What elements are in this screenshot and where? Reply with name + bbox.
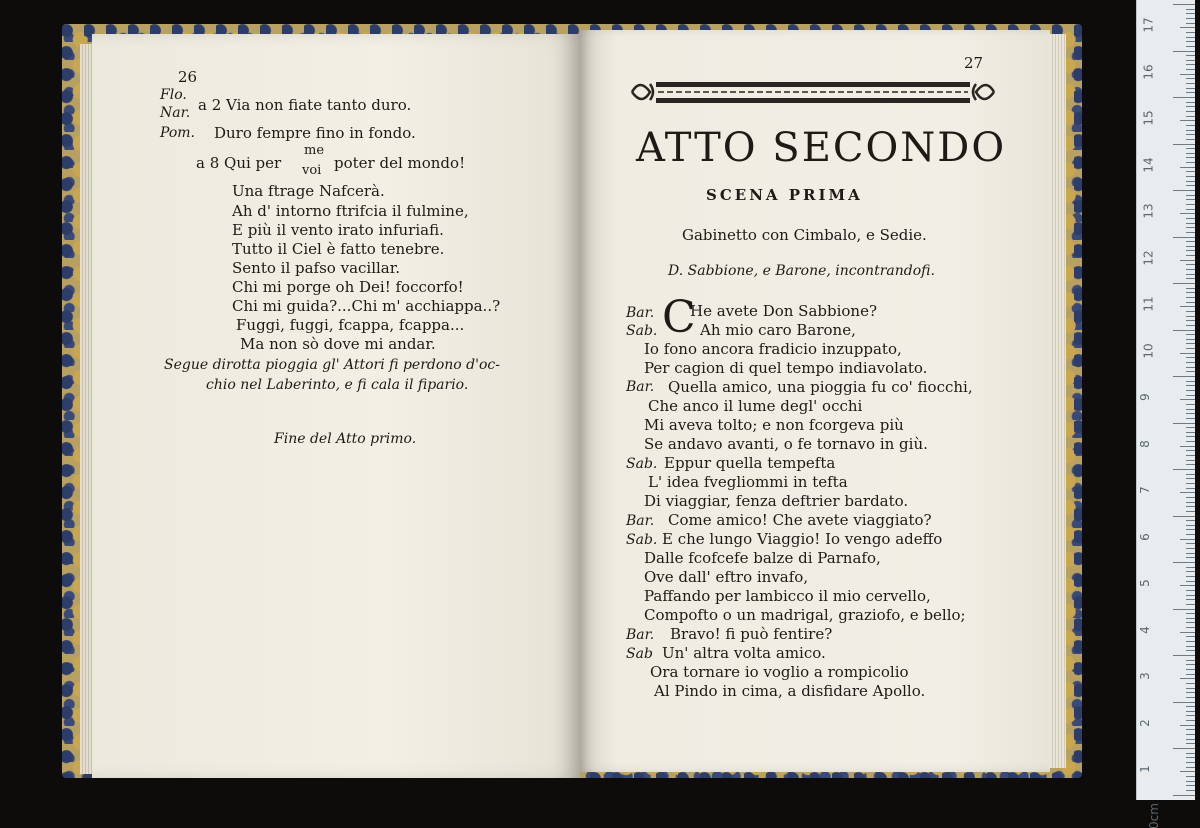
ruler-tick bbox=[1180, 678, 1195, 679]
ruler-tick bbox=[1186, 390, 1195, 391]
ruler-tick bbox=[1186, 790, 1195, 791]
ruler-tick bbox=[1180, 353, 1195, 354]
ruler-tick bbox=[1180, 492, 1195, 493]
speaker-label: Sab. bbox=[626, 323, 658, 339]
ruler-tick bbox=[1180, 585, 1195, 586]
ruler-tick bbox=[1180, 632, 1195, 633]
ruler-tick bbox=[1180, 27, 1195, 28]
ruler-tick bbox=[1186, 450, 1195, 451]
ruler-tick bbox=[1173, 190, 1195, 191]
ruler-tick bbox=[1173, 423, 1195, 424]
ruler-tick bbox=[1186, 441, 1195, 442]
ruler-tick bbox=[1186, 195, 1195, 196]
ruler-tick bbox=[1186, 316, 1195, 317]
ruler-tick bbox=[1173, 655, 1195, 656]
ruler-tick bbox=[1186, 464, 1195, 465]
ruler-tick bbox=[1173, 469, 1195, 470]
stacked-word-bottom: voi bbox=[302, 163, 322, 178]
verse-line: Come amico! Che avete viaggiato? bbox=[668, 511, 932, 529]
ruler-tick bbox=[1180, 260, 1195, 261]
ruler-tick bbox=[1180, 167, 1195, 168]
ruler-tick bbox=[1186, 506, 1195, 507]
speaker-label: Bar. bbox=[626, 379, 655, 395]
ruler-tick bbox=[1186, 567, 1195, 568]
ruler-tick bbox=[1186, 525, 1195, 526]
ruler-tick bbox=[1186, 116, 1195, 117]
ruler-tick bbox=[1186, 413, 1195, 414]
verse-line: Quella amico, una pioggia fu co' fiocchi, bbox=[668, 378, 973, 396]
ruler-tick bbox=[1186, 343, 1195, 344]
ruler-tick bbox=[1186, 529, 1195, 530]
ruler-tick bbox=[1186, 753, 1195, 754]
verse-line: Ah d' intorno ftrifcia il fulmine, bbox=[232, 202, 469, 220]
ruler-tick bbox=[1186, 339, 1195, 340]
ruler-tick bbox=[1186, 743, 1195, 744]
ruler-label: 17 bbox=[1141, 17, 1156, 33]
ruler-label: 0cm bbox=[1146, 802, 1161, 828]
ruler-tick bbox=[1173, 748, 1195, 749]
ruler-tick bbox=[1186, 599, 1195, 600]
verse-line: L' idea fvegliommi in tefta bbox=[648, 473, 848, 491]
ruler-label: 8 bbox=[1137, 439, 1152, 448]
ruler-tick bbox=[1173, 516, 1195, 517]
ruler-tick bbox=[1186, 706, 1195, 707]
ruler-tick bbox=[1186, 232, 1195, 233]
verse-line: Chi mi guida?...Chi m' acchiappa..? bbox=[232, 297, 501, 315]
ruler-tick bbox=[1186, 720, 1195, 721]
ruler-tick bbox=[1186, 381, 1195, 382]
ruler-tick bbox=[1186, 474, 1195, 475]
verse-line: poter del mondo! bbox=[334, 154, 466, 172]
ruler-tick bbox=[1186, 297, 1195, 298]
ruler-tick bbox=[1186, 362, 1195, 363]
verse-line: Ove dall' eftro invafo, bbox=[644, 568, 809, 586]
ruler-tick bbox=[1186, 367, 1195, 368]
ruler-tick bbox=[1186, 134, 1195, 135]
verse-line: E che lungo Viaggio! Io vengo adeffo bbox=[662, 530, 943, 548]
ruler-tick bbox=[1186, 553, 1195, 554]
ruler-tick bbox=[1186, 483, 1195, 484]
verse-line: Una ftrage Nafcerà. bbox=[232, 182, 385, 200]
ruler-tick bbox=[1186, 455, 1195, 456]
ruler-tick bbox=[1186, 37, 1195, 38]
ruler-tick bbox=[1186, 13, 1195, 14]
ruler-tick bbox=[1186, 571, 1195, 572]
ruler-tick bbox=[1186, 92, 1195, 93]
ruler-tick bbox=[1180, 539, 1195, 540]
ruler-tick bbox=[1186, 55, 1195, 56]
ruler-tick bbox=[1173, 237, 1195, 238]
ruler-tick bbox=[1186, 69, 1195, 70]
ruler-tick bbox=[1173, 562, 1195, 563]
ruler-tick bbox=[1186, 18, 1195, 19]
ruler-tick bbox=[1180, 446, 1195, 447]
ruler-tick bbox=[1186, 502, 1195, 503]
verse-line: Se andavo avanti, o fe tornavo in giù. bbox=[644, 435, 928, 453]
verse-line: Ma non sò dove mi andar. bbox=[240, 335, 436, 353]
ornamental-border bbox=[628, 76, 998, 110]
ruler-tick bbox=[1180, 120, 1195, 121]
ruler-label: 13 bbox=[1141, 203, 1156, 219]
ruler-label: 14 bbox=[1141, 156, 1156, 173]
ruler-tick bbox=[1186, 88, 1195, 89]
ruler-tick bbox=[1186, 436, 1195, 437]
scene-characters: D. Sabbione, e Barone, incontrandofi. bbox=[668, 263, 935, 279]
verse-line: Al Pindo in cima, a disfidare Apollo. bbox=[654, 682, 926, 700]
ruler-tick bbox=[1173, 330, 1195, 331]
left-page-number: 26 bbox=[178, 68, 198, 86]
speaker-label: Flo. bbox=[160, 87, 187, 103]
ruler-tick bbox=[1186, 641, 1195, 642]
ruler-tick bbox=[1186, 734, 1195, 735]
verse-line: Eppur quella tempefta bbox=[664, 454, 836, 472]
ruler-tick bbox=[1173, 609, 1195, 610]
ruler-tick bbox=[1186, 60, 1195, 61]
measuring-ruler bbox=[1136, 0, 1195, 828]
left-page-edges bbox=[80, 44, 92, 774]
ruler-tick bbox=[1180, 74, 1195, 75]
ruler-tick bbox=[1186, 320, 1195, 321]
stacked-word-top: me bbox=[304, 143, 325, 158]
ruler-tick bbox=[1186, 269, 1195, 270]
ruler-tick bbox=[1180, 725, 1195, 726]
verse-line: Paffando per lambicco il mio cervello, bbox=[644, 587, 931, 605]
drop-cap: C bbox=[662, 292, 696, 343]
ruler-tick bbox=[1186, 204, 1195, 205]
verse-line: a 2 Via non fiate tanto duro. bbox=[198, 96, 412, 114]
right-page-number: 27 bbox=[964, 54, 984, 72]
ruler-tick bbox=[1186, 543, 1195, 544]
ruler-tick bbox=[1173, 283, 1195, 284]
ruler-tick bbox=[1186, 418, 1195, 419]
ruler-tick bbox=[1186, 636, 1195, 637]
ruler-tick bbox=[1186, 404, 1195, 405]
ruler-tick bbox=[1186, 622, 1195, 623]
ruler-tick bbox=[1186, 697, 1195, 698]
ruler-tick bbox=[1186, 292, 1195, 293]
ruler-tick bbox=[1186, 776, 1195, 777]
ruler-tick bbox=[1186, 762, 1195, 763]
stage-direction: chio nel Laberinto, e fi cala il fipario. bbox=[206, 377, 469, 393]
ruler-tick bbox=[1186, 255, 1195, 256]
ruler-tick bbox=[1186, 227, 1195, 228]
ruler-tick bbox=[1173, 795, 1195, 796]
ruler-tick bbox=[1186, 162, 1195, 163]
ruler-tick bbox=[1186, 767, 1195, 768]
verse-line: Chi mi porge oh Dei! foccorfo! bbox=[232, 278, 464, 296]
right-page-edges bbox=[1050, 34, 1066, 768]
ruler-tick bbox=[1186, 660, 1195, 661]
ruler-tick bbox=[1186, 460, 1195, 461]
verse-line: Di viaggiar, fenza deftrier bardato. bbox=[644, 492, 909, 510]
ruler-label: 4 bbox=[1137, 625, 1152, 634]
speaker-label: Sab. bbox=[626, 532, 658, 548]
ruler-tick bbox=[1186, 9, 1195, 10]
ruler-tick bbox=[1186, 534, 1195, 535]
ruler-tick bbox=[1186, 395, 1195, 396]
ruler-tick bbox=[1173, 144, 1195, 145]
ruler-tick bbox=[1186, 278, 1195, 279]
ruler-tick bbox=[1186, 650, 1195, 651]
ruler-tick bbox=[1186, 427, 1195, 428]
ruler-tick bbox=[1186, 511, 1195, 512]
verse-line: Ah mio caro Barone, bbox=[700, 321, 856, 339]
ruler-tick bbox=[1186, 125, 1195, 126]
act-end-note: Fine del Atto primo. bbox=[274, 431, 417, 447]
ruler-label: 2 bbox=[1137, 718, 1152, 727]
speaker-label: Pom. bbox=[160, 125, 196, 141]
ruler-tick bbox=[1186, 488, 1195, 489]
ruler-tick bbox=[1173, 4, 1195, 5]
verse-line: Io fono ancora fradicio inzuppato, bbox=[644, 340, 902, 358]
ruler-label: 1 bbox=[1137, 765, 1152, 773]
ruler-tick bbox=[1186, 274, 1195, 275]
ruler-tick bbox=[1186, 325, 1195, 326]
ruler-tick bbox=[1186, 199, 1195, 200]
ruler-tick bbox=[1186, 106, 1195, 107]
ruler-label: 12 bbox=[1141, 249, 1156, 266]
ruler-tick bbox=[1186, 23, 1195, 24]
ruler-tick bbox=[1186, 757, 1195, 758]
ruler-tick bbox=[1186, 209, 1195, 210]
ruler-tick bbox=[1186, 334, 1195, 335]
ruler-tick bbox=[1186, 692, 1195, 693]
ruler-tick bbox=[1186, 729, 1195, 730]
scene-heading: SCENA PRIMA bbox=[706, 186, 863, 204]
ruler-tick bbox=[1186, 246, 1195, 247]
ruler-tick bbox=[1186, 604, 1195, 605]
ruler-tick bbox=[1186, 148, 1195, 149]
ruler-tick bbox=[1186, 497, 1195, 498]
ruler-tick bbox=[1186, 78, 1195, 79]
verse-line: Per cagion di quel tempo indiavolato. bbox=[644, 359, 928, 377]
ruler-label: 10 bbox=[1141, 342, 1156, 359]
ruler-tick bbox=[1186, 102, 1195, 103]
ruler-label: 11 bbox=[1141, 296, 1156, 312]
ruler-tick bbox=[1186, 785, 1195, 786]
speaker-label: Bar. bbox=[626, 305, 655, 321]
verse-line: a 8 Qui per bbox=[196, 154, 282, 172]
ruler-tick bbox=[1186, 153, 1195, 154]
ruler-tick bbox=[1186, 185, 1195, 186]
ruler-tick bbox=[1186, 646, 1195, 647]
ruler-tick bbox=[1186, 557, 1195, 558]
ruler-label: 15 bbox=[1141, 110, 1156, 126]
ruler-tick bbox=[1186, 618, 1195, 619]
ruler-tick bbox=[1173, 51, 1195, 52]
ruler-tick bbox=[1186, 176, 1195, 177]
ruler-label: 5 bbox=[1137, 579, 1152, 587]
speaker-label: Sab. bbox=[626, 456, 658, 472]
verse-line: Tutto il Ciel è fatto tenebre. bbox=[232, 240, 445, 258]
ruler-tick bbox=[1186, 590, 1195, 591]
ruler-label: 16 bbox=[1141, 63, 1156, 80]
ruler-tick bbox=[1186, 478, 1195, 479]
ruler-tick bbox=[1186, 715, 1195, 716]
ruler-tick bbox=[1186, 409, 1195, 410]
ruler-tick bbox=[1186, 41, 1195, 42]
ruler-tick bbox=[1180, 306, 1195, 307]
verse-line: Compofto o un madrigal, graziofo, e bello; bbox=[644, 606, 966, 624]
ruler-tick bbox=[1180, 771, 1195, 772]
verse-line: Sento il pafso vacillar. bbox=[232, 259, 401, 277]
verse-line: Duro fempre fino in fondo. bbox=[214, 124, 416, 142]
ruler-tick bbox=[1186, 311, 1195, 312]
verse-line: He avete Don Sabbione? bbox=[690, 302, 878, 320]
ruler-tick bbox=[1186, 664, 1195, 665]
ruler-tick bbox=[1186, 385, 1195, 386]
ruler-tick bbox=[1186, 171, 1195, 172]
ruler-tick bbox=[1186, 302, 1195, 303]
ruler-tick bbox=[1173, 376, 1195, 377]
ruler-tick bbox=[1186, 581, 1195, 582]
ruler-tick bbox=[1180, 213, 1195, 214]
ruler-tick bbox=[1173, 97, 1195, 98]
ruler-tick bbox=[1186, 548, 1195, 549]
ruler-label: 6 bbox=[1137, 532, 1152, 541]
ruler-tick bbox=[1186, 83, 1195, 84]
verse-line: Ora tornare io voglio a rompicolio bbox=[650, 663, 909, 681]
stage-direction: Segue dirotta pioggia gl' Attori fi perdono d'oc- bbox=[164, 357, 500, 373]
ruler-tick bbox=[1186, 250, 1195, 251]
ruler-tick bbox=[1186, 130, 1195, 131]
ruler-tick bbox=[1186, 64, 1195, 65]
left-page bbox=[92, 34, 580, 778]
ruler-tick bbox=[1186, 711, 1195, 712]
ruler-tick bbox=[1186, 674, 1195, 675]
speaker-label: Bar. bbox=[626, 627, 655, 643]
ruler-tick bbox=[1186, 111, 1195, 112]
ruler-tick bbox=[1186, 576, 1195, 577]
ruler-tick bbox=[1186, 781, 1195, 782]
ruler-tick bbox=[1186, 357, 1195, 358]
ruler-tick bbox=[1173, 702, 1195, 703]
ruler-tick bbox=[1186, 46, 1195, 47]
verse-line: Dalle fcofcefe balze di Parnafo, bbox=[644, 549, 881, 567]
ruler-tick bbox=[1186, 223, 1195, 224]
ruler-tick bbox=[1186, 264, 1195, 265]
ruler-tick bbox=[1186, 627, 1195, 628]
ruler-tick bbox=[1186, 371, 1195, 372]
ruler-tick bbox=[1186, 595, 1195, 596]
verse-line: Bravo! fi può fentire? bbox=[670, 625, 833, 643]
ruler-label: 9 bbox=[1137, 393, 1152, 401]
ruler-tick bbox=[1186, 157, 1195, 158]
ruler-tick bbox=[1186, 669, 1195, 670]
verse-line: Che anco il lume degl' occhi bbox=[648, 397, 863, 415]
ruler-label: 7 bbox=[1137, 486, 1152, 494]
ruler-tick bbox=[1186, 288, 1195, 289]
scene-setting: Gabinetto con Cimbalo, e Sedie. bbox=[682, 226, 927, 244]
ruler-tick bbox=[1186, 683, 1195, 684]
ruler-tick bbox=[1186, 32, 1195, 33]
speaker-label: Bar. bbox=[626, 513, 655, 529]
ruler-tick bbox=[1186, 613, 1195, 614]
speaker-label: Sab bbox=[626, 646, 653, 662]
act-title: ATTO SECONDO bbox=[636, 125, 1007, 171]
ruler-tick bbox=[1186, 218, 1195, 219]
ruler-tick bbox=[1186, 520, 1195, 521]
ruler-tick bbox=[1186, 739, 1195, 740]
ruler-tick bbox=[1186, 181, 1195, 182]
verse-line: E più il vento irato infuriafi. bbox=[232, 221, 444, 239]
verse-line: Un' altra volta amico. bbox=[662, 644, 826, 662]
speaker-label: Nar. bbox=[160, 105, 191, 121]
ruler-tick bbox=[1186, 432, 1195, 433]
ruler-tick bbox=[1186, 241, 1195, 242]
ruler-tick bbox=[1180, 399, 1195, 400]
ruler-tick bbox=[1186, 688, 1195, 689]
ruler-tick bbox=[1186, 348, 1195, 349]
ruler-label: 3 bbox=[1137, 672, 1152, 680]
verse-line: Fuggi, fuggi, fcappa, fcappa... bbox=[236, 316, 465, 334]
verse-line: Mi aveva tolto; e non fcorgeva più bbox=[644, 416, 904, 434]
ruler-tick bbox=[1186, 139, 1195, 140]
